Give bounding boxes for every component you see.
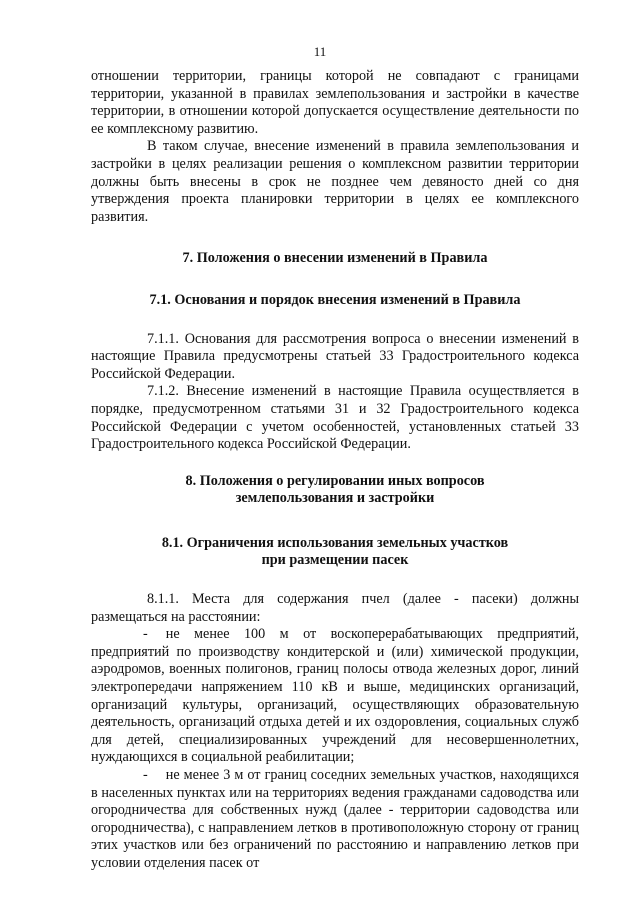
section-8-heading-line2: землепользования и застройки [235,490,435,507]
list-item-text: не менее 100 м от воскоперерабатывающих предприятий, предприятий по производству кондитерской и (или) химической продукции, аэродромов, военных полигонов, границ полосы отвода железных дорог, линий электропередачи напряжением 110 кВ и выше, медицинских организаций, организаций культуры, организаций, осуществляющих образовательную деятельность, организаций отдыха детей и их оздоровления, социальных служб для детей, специализированных учреждений для несовершеннолетних, нуждающихся в социальной реабилитации; [91,626,579,766]
page-number: 11 [313,44,327,59]
paragraph-continuation: отношении территории, границы которой не совпадают с границами территории, указанной в правилах землепользования и застройки в качестве территории, в отношении которой допускается осуществление деятельности по ее комплексному развитию. [91,68,579,137]
section-7-heading: 7. Положения о внесении изменений в Правила [182,250,488,267]
paragraph-8-1-1: 8.1.1. Места для содержания пчел (далее - пасеки) должны размещаться на расстоянии: [91,591,579,625]
section-8-heading-line1: 8. Положения о регулировании иных вопросов [185,472,485,489]
list-item-text: не менее 3 м от границ соседних земельных участков, находящихся в населенных пунктах или на территориях ведения гражданами садоводства или огородничества для собственных нужд (далее - территории садоводства или огородничества), с направлением летков в противоположную сторону от границ этих участков или без ограничений по расстоянию и направлению летков при условии отделения пасек от [91,767,579,871]
paragraph-case: В таком случае, внесение изменений в правила землепользования и застройки в целях реализации решения о комплексном развитии территории должны быть внесены в срок не позднее чем девяносто дней со дня утверждения проекта планировки территории в целях ее комплексного развития. [91,138,579,225]
section-8-heading [91,473,579,508]
list-item [91,767,579,873]
paragraph-7-1-2: 7.1.2. Внесение изменений в настоящие Правила осуществляется в порядке, предусмотренном статьями 31 и 32 Градостроительного кодекса Российской Федерации с учетом особенностей, установленных статьей 33 Градостроительного кодекса Российской Федерации. [91,383,579,453]
list-dash: - [143,767,148,783]
list-dash: - [143,626,148,643]
section-8-1-heading [91,535,579,570]
section-8-1-heading-line1: 8.1. Ограничения использования земельных участков [161,534,509,551]
section-7-1-heading: 7.1. Основания и порядок внесения изменений в Правила [149,291,521,308]
list-item [91,626,579,767]
document-body [91,68,579,873]
paragraph-7-1-1: 7.1.1. Основания для рассмотрения вопроса о внесении изменений в настоящие Правила предусмотрены статьей 33 Градостроительного кодекса Российской Федерации. [91,330,579,382]
section-8-1-heading-line2: при размещении пасек [261,552,409,569]
